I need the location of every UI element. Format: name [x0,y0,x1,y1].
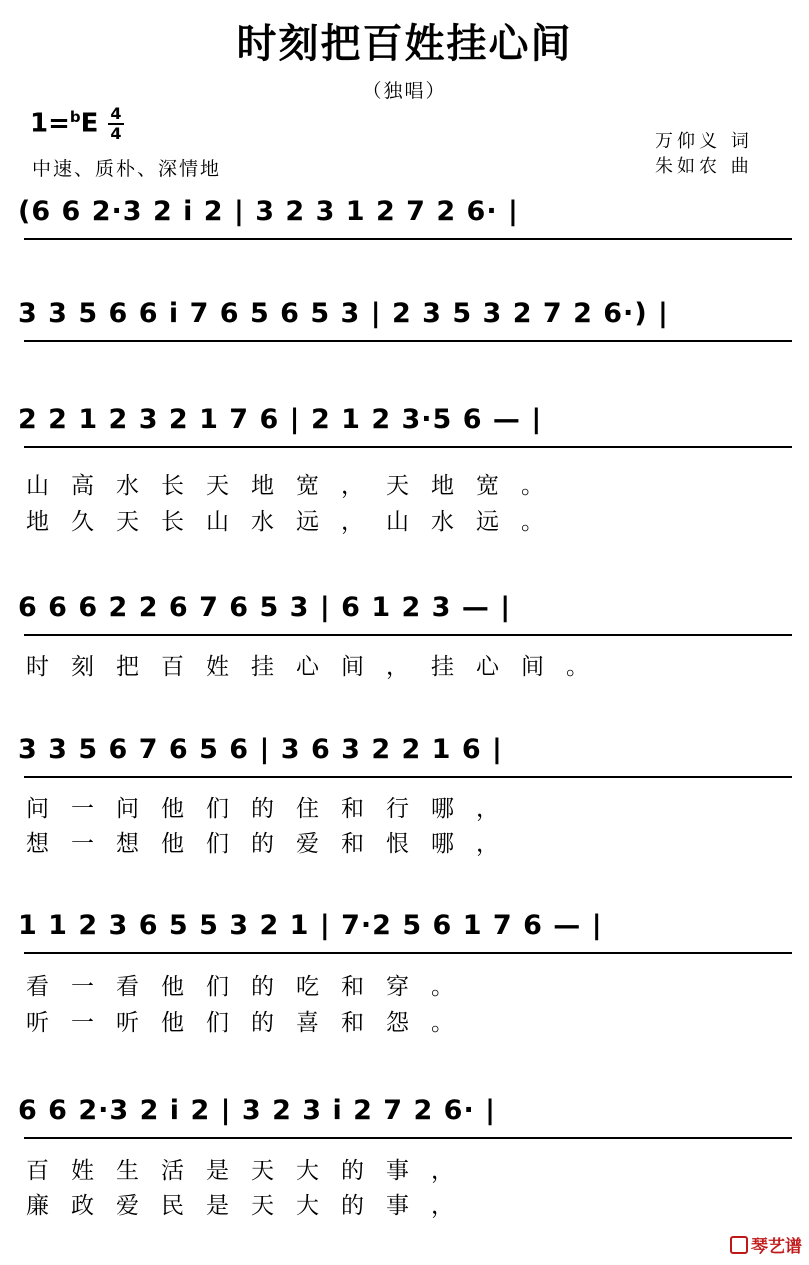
lyric-line-6-verse-1: 看一看他们的吃和穿。 [26,974,476,1000]
flat-sign: b [69,108,81,126]
lyric-line-5-verse-2: 想一想他们的爱和恨哪， [26,831,521,857]
notation-line-5: 3 3 5 6 7 6 5 6 | 3 6 3 2 2 1 6 | [18,734,798,784]
notation-line-3: 2 2 1 2 3 2 1 7 6 | 2 1 2 3·5 6 — | [18,404,798,454]
time-signature [108,106,124,142]
watermark-text: 琴艺谱 [751,1237,802,1257]
site-logo-icon [730,1236,748,1254]
performance-type: （独唱） [362,80,447,102]
site-watermark [730,1232,802,1257]
lyric-line-7-verse-2: 廉政爱民是天大的事， [26,1193,476,1219]
lyricist-credit: 万仰义 词 [655,131,753,152]
composer-credit: 朱如农 曲 [655,156,753,177]
tempo-marking: 中速、质朴、深情地 [32,158,222,180]
time-signature-bottom: 4 [110,124,122,143]
key-note: E [80,108,99,139]
notation-line-1: (6 6 2·3 2 i 2 | 3 2 3 1 2 7 2 6· | [18,196,798,246]
lyric-line-3-verse-2: 地久天长山水远，山水远。 [26,509,566,535]
key-signature [30,108,98,139]
time-signature-top: 4 [110,104,122,123]
key-prefix: 1= [30,108,70,139]
lyric-line-5-verse-1: 问一问他们的住和行哪， [26,796,521,822]
notation-line-4: 6 6 6 2 2 6 7 6 5 3 | 6 1 2 3 — | [18,592,798,642]
lyric-line-7-verse-1: 百姓生活是天大的事， [26,1158,476,1184]
notation-line-2: 3 3 5 6 6 i 7 6 5 6 5 3 | 2 3 5 3 2 7 2 6·) | [18,298,798,348]
lyric-line-3-verse-1: 山高水长天地宽，天地宽。 [26,473,566,499]
notation-line-7: 6 6 2·3 2 i 2 | 3 2 3 i 2 7 2 6· | [18,1095,798,1145]
song-title: 时刻把百姓挂心间 [236,21,573,67]
lyric-line-4: 时刻把百姓挂心间，挂心间。 [26,654,611,680]
notation-line-6: 1 1 2 3 6 5 5 3 2 1 | 7·2 5 6 1 7 6 — | [18,910,798,960]
lyric-line-6-verse-2: 听一听他们的喜和怨。 [26,1010,476,1036]
